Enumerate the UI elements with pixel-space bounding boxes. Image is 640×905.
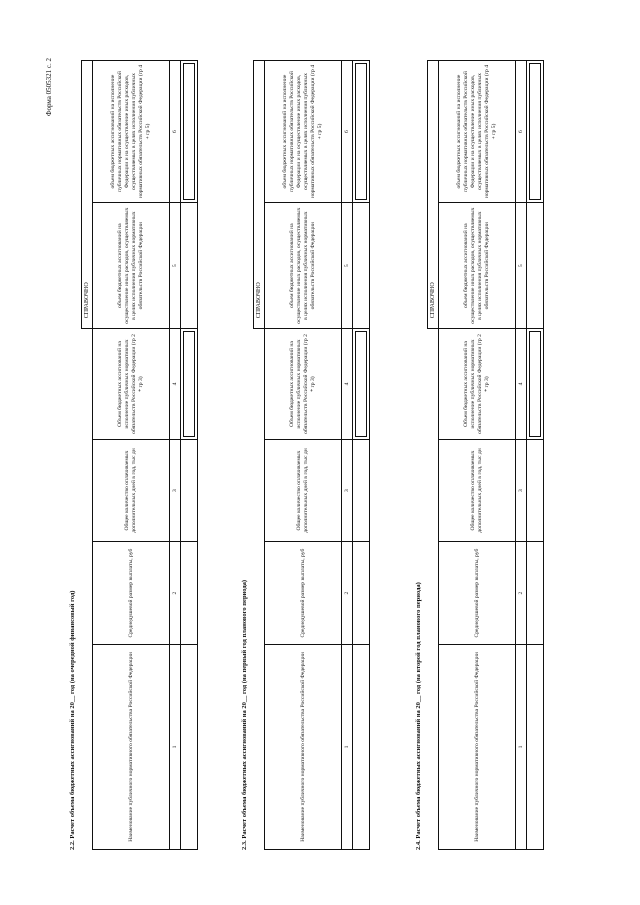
row-cell-boxed — [527, 329, 544, 439]
col-header-3: Общее количество оплачиваемых дополнительных дней в год, тыс дн — [265, 439, 342, 542]
col-header-3: Общее количество оплачиваемых дополнительных дней в год, тыс дн — [439, 439, 516, 542]
col-num-6: 6 — [342, 61, 353, 203]
col-num-1: 1 — [170, 644, 181, 849]
section-title-2-4: 2.4. Расчет объема бюджетных ассигнований на 20__ год (на второй год планового периода) — [415, 582, 422, 850]
col-num-5: 5 — [170, 203, 181, 329]
col-header-1: Наименование публичного нормативного обязательства Российской Федерации — [265, 644, 342, 849]
row-cell — [527, 644, 544, 849]
row-cell-boxed — [353, 329, 370, 439]
table-2-4 — [427, 60, 544, 850]
row-cell — [527, 439, 544, 542]
col-header-4: Объем бюджетных ассигнований на исполнение публичных нормативных обязательств Российской Федерации (гр 2 * гр 3) — [439, 329, 516, 439]
col-num-2: 2 — [170, 542, 181, 645]
row-cell — [527, 542, 544, 645]
row-cell — [181, 644, 198, 849]
col-num-6: 6 — [516, 61, 527, 203]
table-2-2 — [81, 60, 198, 850]
row-cell — [181, 542, 198, 645]
row-cell-boxed — [181, 329, 198, 439]
col-num-4: 4 — [170, 329, 181, 439]
form-number: Форма 0505321 с. 2 — [45, 58, 53, 117]
col-header-6: объем бюджетных ассигнований на исполнение публичных нормативных обязательств Российской Федерации и на осуществление иных расходов, осуществляемых в целях исполнения публичных нормативных обязательств Российской Федерации (гр 4 + гр 5) — [265, 61, 342, 203]
col-num-5: 5 — [516, 203, 527, 329]
col-header-6: объем бюджетных ассигнований на исполнение публичных нормативных обязательств Российской Федерации и на осуществление иных расходов, осуществляемых в целях исполнения публичных нормативных обязательств Российской Федерации (гр 4 + гр 5) — [93, 61, 170, 203]
rotated-content — [45, 50, 605, 850]
row-cell — [353, 542, 370, 645]
col-header-3: Общее количество оплачиваемых дополнительных дней в год, тыс дн — [93, 439, 170, 542]
section-title-2-2: 2.2. Расчет объема бюджетных ассигнований на 20__ год (на очередной финансовый год) — [69, 590, 76, 850]
col-num-5: 5 — [342, 203, 353, 329]
row-cell-boxed — [353, 61, 370, 203]
sprav-label: СПРАВОЧНО — [428, 61, 439, 329]
col-header-2: Среднедушевой размер выплаты, руб — [265, 542, 342, 645]
row-cell — [181, 203, 198, 329]
col-header-2: Среднедушевой размер выплаты, руб — [439, 542, 516, 645]
col-num-2: 2 — [516, 542, 527, 645]
col-header-5: объем бюджетных ассигнований на осуществление иных расходов, осуществляемых в целях исполнения публичных нормативных обязательств Российской Федерации — [265, 203, 342, 329]
sprav-label: СПРАВОЧНО — [82, 61, 93, 329]
col-header-4: Объем бюджетных ассигнований на исполнение публичных нормативных обязательств Российской Федерации (гр 2 * гр 3) — [93, 329, 170, 439]
col-header-2: Среднедушевой размер выплаты, руб — [93, 542, 170, 645]
row-cell — [353, 203, 370, 329]
table-2-3 — [253, 60, 370, 850]
col-header-1: Наименование публичного нормативного обязательства Российской Федерации — [93, 644, 170, 849]
sprav-label: СПРАВОЧНО — [254, 61, 265, 329]
row-cell-boxed — [527, 61, 544, 203]
row-cell — [353, 439, 370, 542]
col-num-4: 4 — [342, 329, 353, 439]
row-cell — [527, 203, 544, 329]
col-num-3: 3 — [170, 439, 181, 542]
col-header-5: объем бюджетных ассигнований на осуществление иных расходов, осуществляемых в целях исполнения публичных нормативных обязательств Российской Федерации — [93, 203, 170, 329]
col-num-2: 2 — [342, 542, 353, 645]
row-cell — [181, 439, 198, 542]
col-header-5: объем бюджетных ассигнований на осуществление иных расходов, осуществляемых в целях исполнения публичных нормативных обязательств Российской Федерации — [439, 203, 516, 329]
section-title-2-3: 2.3. Расчет объема бюджетных ассигнований на 20__ год (на первый год планового периода) — [241, 579, 248, 850]
row-cell — [353, 644, 370, 849]
col-header-1: Наименование публичного нормативного обязательства Российской Федерации — [439, 644, 516, 849]
col-num-3: 3 — [516, 439, 527, 542]
col-header-4: Объем бюджетных ассигнований на исполнение публичных нормативных обязательств Российской Федерации (гр 2 * гр 3) — [265, 329, 342, 439]
col-num-4: 4 — [516, 329, 527, 439]
col-num-3: 3 — [342, 439, 353, 542]
col-num-6: 6 — [170, 61, 181, 203]
col-num-1: 1 — [516, 644, 527, 849]
col-header-6: объем бюджетных ассигнований на исполнение публичных нормативных обязательств Российской Федерации и на осуществление иных расходов, осуществляемых в целях исполнения публичных нормативных обязательств Российской Федерации (гр 4 + гр 5) — [439, 61, 516, 203]
row-cell-boxed — [181, 61, 198, 203]
col-num-1: 1 — [342, 644, 353, 849]
